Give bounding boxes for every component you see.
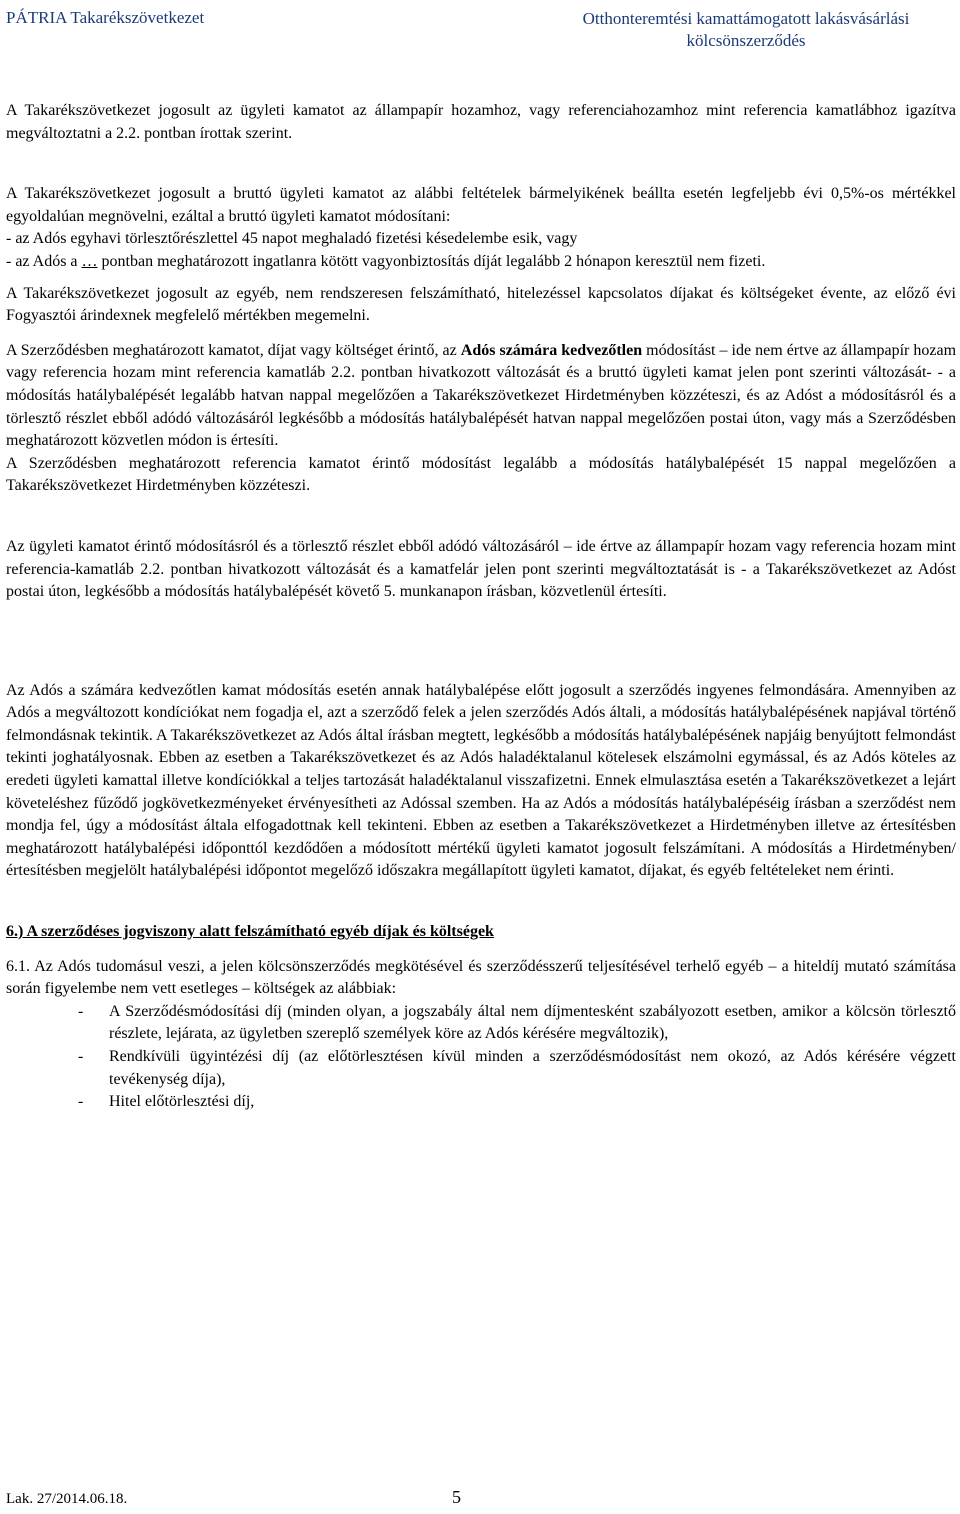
condition-late-payment: - az Adós egyhavi törlesztőrészlettel 45 napot meghaladó fizetési késedelembe esik, vagy xyxy=(6,230,578,248)
header-title-line-1: Otthonteremtési kamattámogatott lakásvásárlási xyxy=(582,9,910,28)
paragraph-reference-rate-notice: A Szerződésben meghatározott referencia kamatot érintő módosítást legalább a módosítás hatálybalépését 15 nappal megelőzően a Takarékszövetkezet Hirdetményben közzéteszi. xyxy=(6,454,956,495)
paragraph-unfavourable-modification: A Szerződésben meghatározott kamatot, díjat vagy költséget érintő, az Adós számára kedvezőtlen módosítást – ide nem értve az állampapír hozam vagy referencia hozam mint referencia kamatláb 2.2. pontban hivatkozott változását és a bruttó ügyleti kamat jelen pont szerinti változását- - a módosítás hatálybalépését legalább hatvan nappal megelőzően a Takarékszövetkezet Hirdetményben közzéteszi, és az Adóst a módosításról és a törlesztő részlet ebből adódó változásáról legkésőbb a módosítás hatálybalépését hatvan nappal megelőzően postai úton, vagy más a Szerződésben meghatározott közvetlen módon is értesíti. xyxy=(6,341,957,450)
footer-document-code: Lak. 27/2014.06.18. xyxy=(6,1491,128,1507)
blank-reference: … xyxy=(81,252,98,270)
bold-unfavourable: Adós számára kedvezőtlen xyxy=(460,341,643,359)
condition-insurance: - az Adós a … pontban meghatározott ingatlanra kötött vagyonbiztosítás díját legalább 2 hónapon keresztül nem fizeti. xyxy=(6,252,766,270)
section-heading-fees: 6.) A szerződéses jogviszony alatt felszámítható egyéb díjak és költségek xyxy=(6,923,494,941)
paragraph-interest-increase: A Takarékszövetkezet jogosult a bruttó ügyleti kamatot az alábbi feltételek bármelyikének beállta esetén legfeljebb évi 0,5%-os mértékkel egyoldalúan megnövelni, ezáltal a bruttó ügyleti kamatot módosítani: xyxy=(6,185,956,225)
list-item: - Hitel előtörlesztési díj, xyxy=(78,1093,255,1111)
cost-list xyxy=(6,1001,956,1114)
list-item: - A Szerződésmódosítási díj (minden olyan, a jogszabály által nem díjmentesként szabályozott esetben, amikor a kölcsön törlesztő részlete, lejárata, az ügyletben szereplő személyek köre az Adós kérésére megváltozik), xyxy=(78,1002,956,1043)
paragraph-fee-indexation: A Takarékszövetkezet jogosult az egyéb, nem rendszeresen felszámítható, hitelezéssel kapcsolatos díjakat és költségeket évente, az előző évi Fogyasztói árindexnek megfelelő mértékben megemelni. xyxy=(6,284,956,325)
paragraph-termination-right: Az Adós a számára kedvezőtlen kamat módosítás esetén annak hatálybalépése előtt jogosult a szerződés ingyenes felmondására. Amennyiben az Adós a megváltozott kondíciókat nem fogadja el, azt a szerződő felek a jelen szerződés Adós általi, a módosítás hatálybalépésének napjával történő felmondásnak tekintik. A Takarékszövetkezet az Adós által írásban megtett, legkésőbb a módosítás hatálybalépésének napjáig benyújtott felmondást tekinti joghatályosnak. Ebben az esetben a Takarékszövetkezet és az Adós haladéktalanul kötelesek elszámolni egymással, és az Adós köteles az eredeti ügyleti kamattal illetve kondíciókkal a teljes tartozását haladéktalanul visszafizetni. Ennek elmulasztása esetén a Takarékszövetkezet a lejárt követeléshez fűződő jogkövetkezményeket érvényesítheti az Adóssal szemben. Ha az Adós a módosítás hatálybalépéséig írásban a szerződést nem mondja fel, úgy a módosítást általa elfogadottnak kell tekinteni. Ebben az esetben a Takarékszövetkezet a Hirdetményben illetve az értesítésben meghatározott hatálybalépési időponttól kezdődően a módosított mértékű ügyleti kamatot jogosult felszámítani. A módosítás a Hirdetményben/értesítésben megjelölt hatálybalépési időpontot megelőző időszakra megállapított ügyleti kamatot, díjakat, és egyéb feltételeket nem érinti. xyxy=(6,681,956,880)
paragraph-interest-adjustment: A Takarékszövetkezet jogosult az ügyleti kamatot az állampapír hozamhoz, vagy referenciahozamhoz mint referencia kamatlábhoz igazítva megváltoztatni a 2.2. pontban írottak szerint. xyxy=(6,102,956,142)
document-body xyxy=(6,100,956,1114)
header-bank-name: PÁTRIA Takarékszövetkezet xyxy=(6,8,205,27)
paragraph-notification: Az ügyleti kamatot érintő módosításról és a törlesztő részlet ebből adódó változásáról – ide értve az állampapír hozam vagy referencia hozam mint referencia-kamatláb 2.2. pontban hivatkozott változását és a kamatfelár jelen pont szerinti megváltoztatását is - a Takarékszövetkezet az Adóst postai úton, legkésőbb a módosítás hatálybalépését követő 5. munkanapon írásban, közvetlenül értesíti. xyxy=(6,537,956,601)
header-document-title xyxy=(536,8,956,52)
document-page xyxy=(6,0,956,1514)
paragraph-other-costs: 6.1. Az Adós tudomásul veszi, a jelen kölcsönszerződés megkötésével és szerződésszerű teljesítésével terhelő egyéb – a hiteldíj mutató számítása során figyelembe nem vett esetleges – költségek az alábbiak: xyxy=(6,957,956,998)
header-title-line-2: kölcsönszerződés xyxy=(686,31,806,50)
page-number: 5 xyxy=(452,1487,461,1507)
list-item: - Rendkívüli ügyintézési díj (az előtörlesztésen kívül minden a szerződésmódosítást nem okozó, az Adós kérésére végzett tevékenység díja), xyxy=(78,1048,956,1088)
